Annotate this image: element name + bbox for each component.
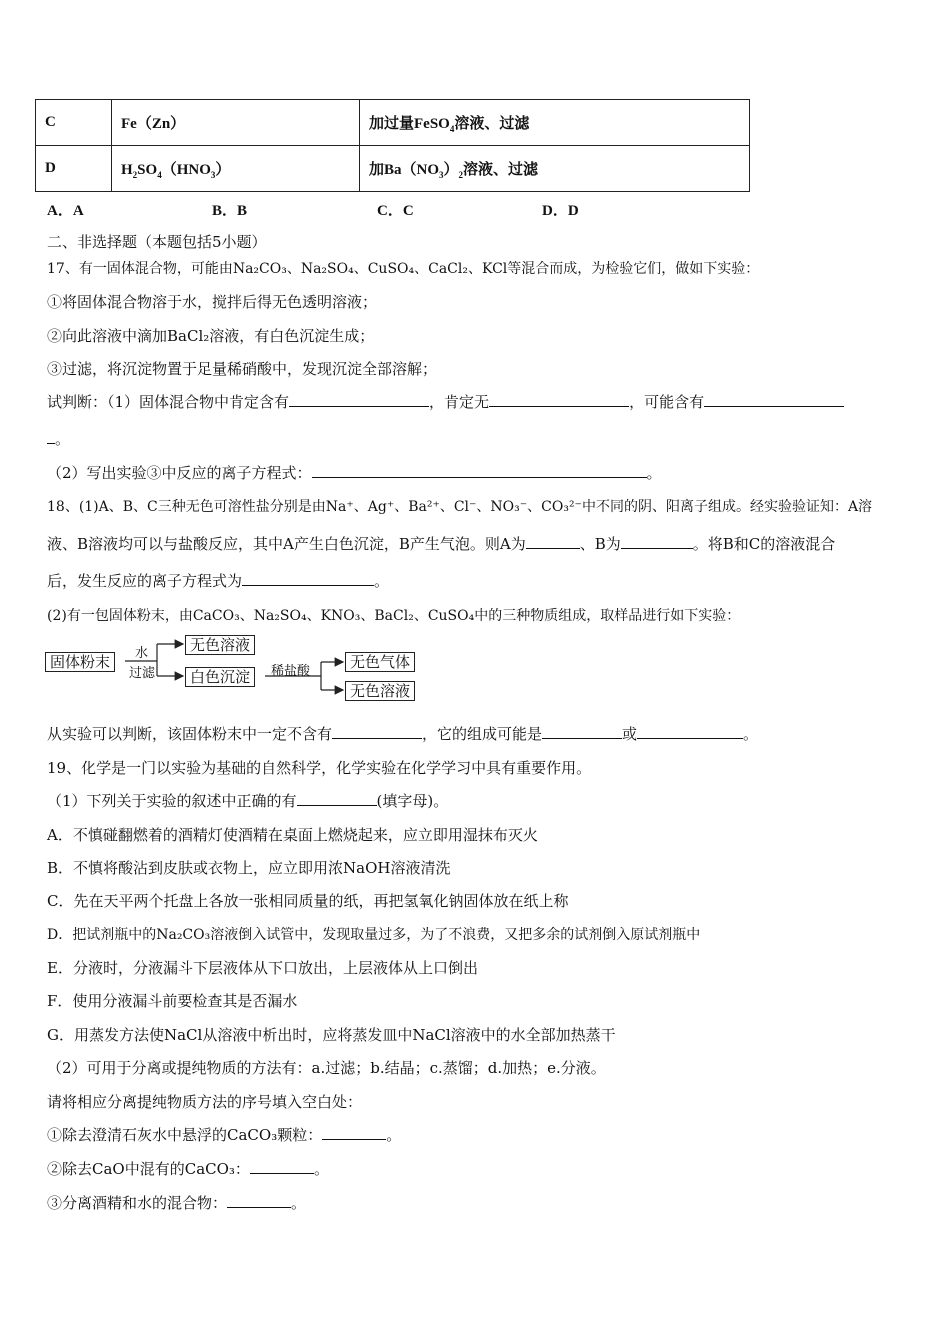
flow-gas-box: 无色气体 [345,652,415,672]
q17-step3: ③过滤，将沉淀物置于足量稀硝酸中，发现沉淀全部溶解； [47,360,438,378]
q17-step2: ②向此溶液中滴加BaCl₂溶液，有白色沉淀生成； [47,327,375,345]
q19-option-d: D．把试剂瓶中的Na₂CO₃溶液倒入试管中，发现取量过多，为了不浪费，又把多余的试剂倒入原试剂瓶中 [47,927,701,943]
q17-part2: （2）写出实验③中反应的离子方程式： 。 [47,464,662,482]
answer-blank[interactable] [489,392,629,407]
substance-cell: $H_2SO_4(HNO_3)$ [112,146,360,192]
q19-fill1: ①除去澄清石灰水中悬浮的CaCO₃颗粒： 。 [47,1126,402,1144]
q18-line3: 后，发生反应的离子方程式为 。 [47,572,390,590]
answer-choice-c: C．C [377,203,414,219]
answer-blank[interactable] [542,724,622,739]
q18-line2: 液、B溶液均可以与盐酸反应，其中A产生白色沉淀，B产生气泡。则A为 、B为 。将B和C的溶液混合 [47,535,836,553]
option-cell: D [36,146,112,192]
q19-option-b: B．不慎将酸沾到皮肤或衣物上，应立即用浓NaOH溶液清洗 [47,859,451,877]
answer-blank[interactable] [289,392,429,407]
q19-option-a: A．不慎碰翻燃着的酒精灯使酒精在桌面上燃烧起来，应立即用湿抹布灭火 [47,826,538,844]
q17-stem: 17、有一固体混合物，可能由Na₂CO₃、Na₂SO₄、CuSO₄、CaCl₂、KCl等混合而成，为检验它们，做如下实验： [47,261,760,277]
q19-option-f: F．使用分液漏斗前要检查其是否漏水 [47,992,298,1010]
answer-blank[interactable] [621,534,693,549]
q17-judge-end: 。 [47,429,70,449]
q18-part2: (2)有一包固体粉末，由CaCO₃、Na₂SO₄、KNO₃、BaCl₂、CuSO₄中的三种物质组成，取样品进行如下实验： [47,608,741,624]
substance-cell: Fe（Zn） [112,100,360,146]
answer-blank[interactable] [250,1159,314,1174]
flow-start-box: 固体粉末 [45,652,115,672]
answer-blank[interactable] [704,392,844,407]
answer-blank[interactable] [47,429,55,444]
q19-part1: （1）下列关于实验的叙述中正确的有 (填字母)。 [47,792,449,810]
q18-conclusion: 从实验可以判断，该固体粉末中一定不含有 ，它的组成可能是 或 。 [47,725,759,743]
answer-choice-a: A．A [47,203,84,219]
answer-choice-d: D．D [542,203,579,219]
flow-solution2-box: 无色溶液 [345,681,415,701]
section-title: 二、非选择题（本题包括5小题） [47,233,267,251]
answer-blank[interactable] [637,724,743,739]
q19-part2: （2）可用于分离或提纯物质的方法有：a.过滤；b.结晶；c.蒸馏；d.加热；e.分液。 [47,1059,606,1077]
flow-label-water: 水 [135,646,149,661]
q19-option-g: G．用蒸发方法使NaCl从溶液中析出时，应将蒸发皿中NaCl溶液中的水全部加热蒸干 [47,1026,616,1044]
q19-instruction: 请将相应分离提纯物质方法的序号填入空白处： [47,1093,363,1111]
flow-diagram [45,632,445,702]
method-cell: 加$Ba(NO_3)_2$溶液、过滤 [360,146,750,192]
q19-option-c: C．先在天平两个托盘上各放一张相同质量的纸，再把氢氧化钠固体放在纸上称 [47,892,569,910]
answer-blank[interactable] [526,534,580,549]
option-cell: C [36,100,112,146]
flow-precipitate-box: 白色沉淀 [185,667,255,687]
method-cell: 加过量FeSO$_4$溶液、过滤 [360,100,750,146]
answer-choice-b: B．B [212,203,248,219]
answer-blank[interactable] [227,1193,291,1208]
answer-blank[interactable] [297,791,377,806]
q17-judge: 试判断：（1）固体混合物中肯定含有 ，肯定无 ，可能含有 [47,392,844,412]
table-row [36,100,750,146]
answer-blank[interactable] [312,463,647,478]
flow-label-filter: 过滤 [129,666,156,681]
answer-blank[interactable] [242,571,374,586]
q19-fill2: ②除去CaO中混有的CaCO₃： 。 [47,1160,329,1178]
flow-solution-box: 无色溶液 [185,635,255,655]
options-table [35,99,750,192]
flow-label-acid: 稀盐酸 [271,664,311,679]
answer-blank[interactable] [332,724,422,739]
table-row [36,146,750,192]
q19-stem: 19、化学是一门以实验为基础的自然科学，化学实验在化学学习中具有重要作用。 [47,759,592,777]
q19-fill3: ③分离酒精和水的混合物： 。 [47,1194,307,1212]
q17-step1: ①将固体混合物溶于水，搅拌后得无色透明溶液； [47,293,378,311]
q19-option-e: E．分液时，分液漏斗下层液体从下口放出，上层液体从上口倒出 [47,959,478,977]
answer-blank[interactable] [322,1125,386,1140]
q18-line1: 18、(1)A、B、C三种无色可溶性盐分别是由Na⁺、Ag⁺、Ba²⁺、Cl⁻、NO₃⁻、CO₃²⁻中不同的阴、阳离子组成。经实验验证知：A溶 [47,499,873,515]
